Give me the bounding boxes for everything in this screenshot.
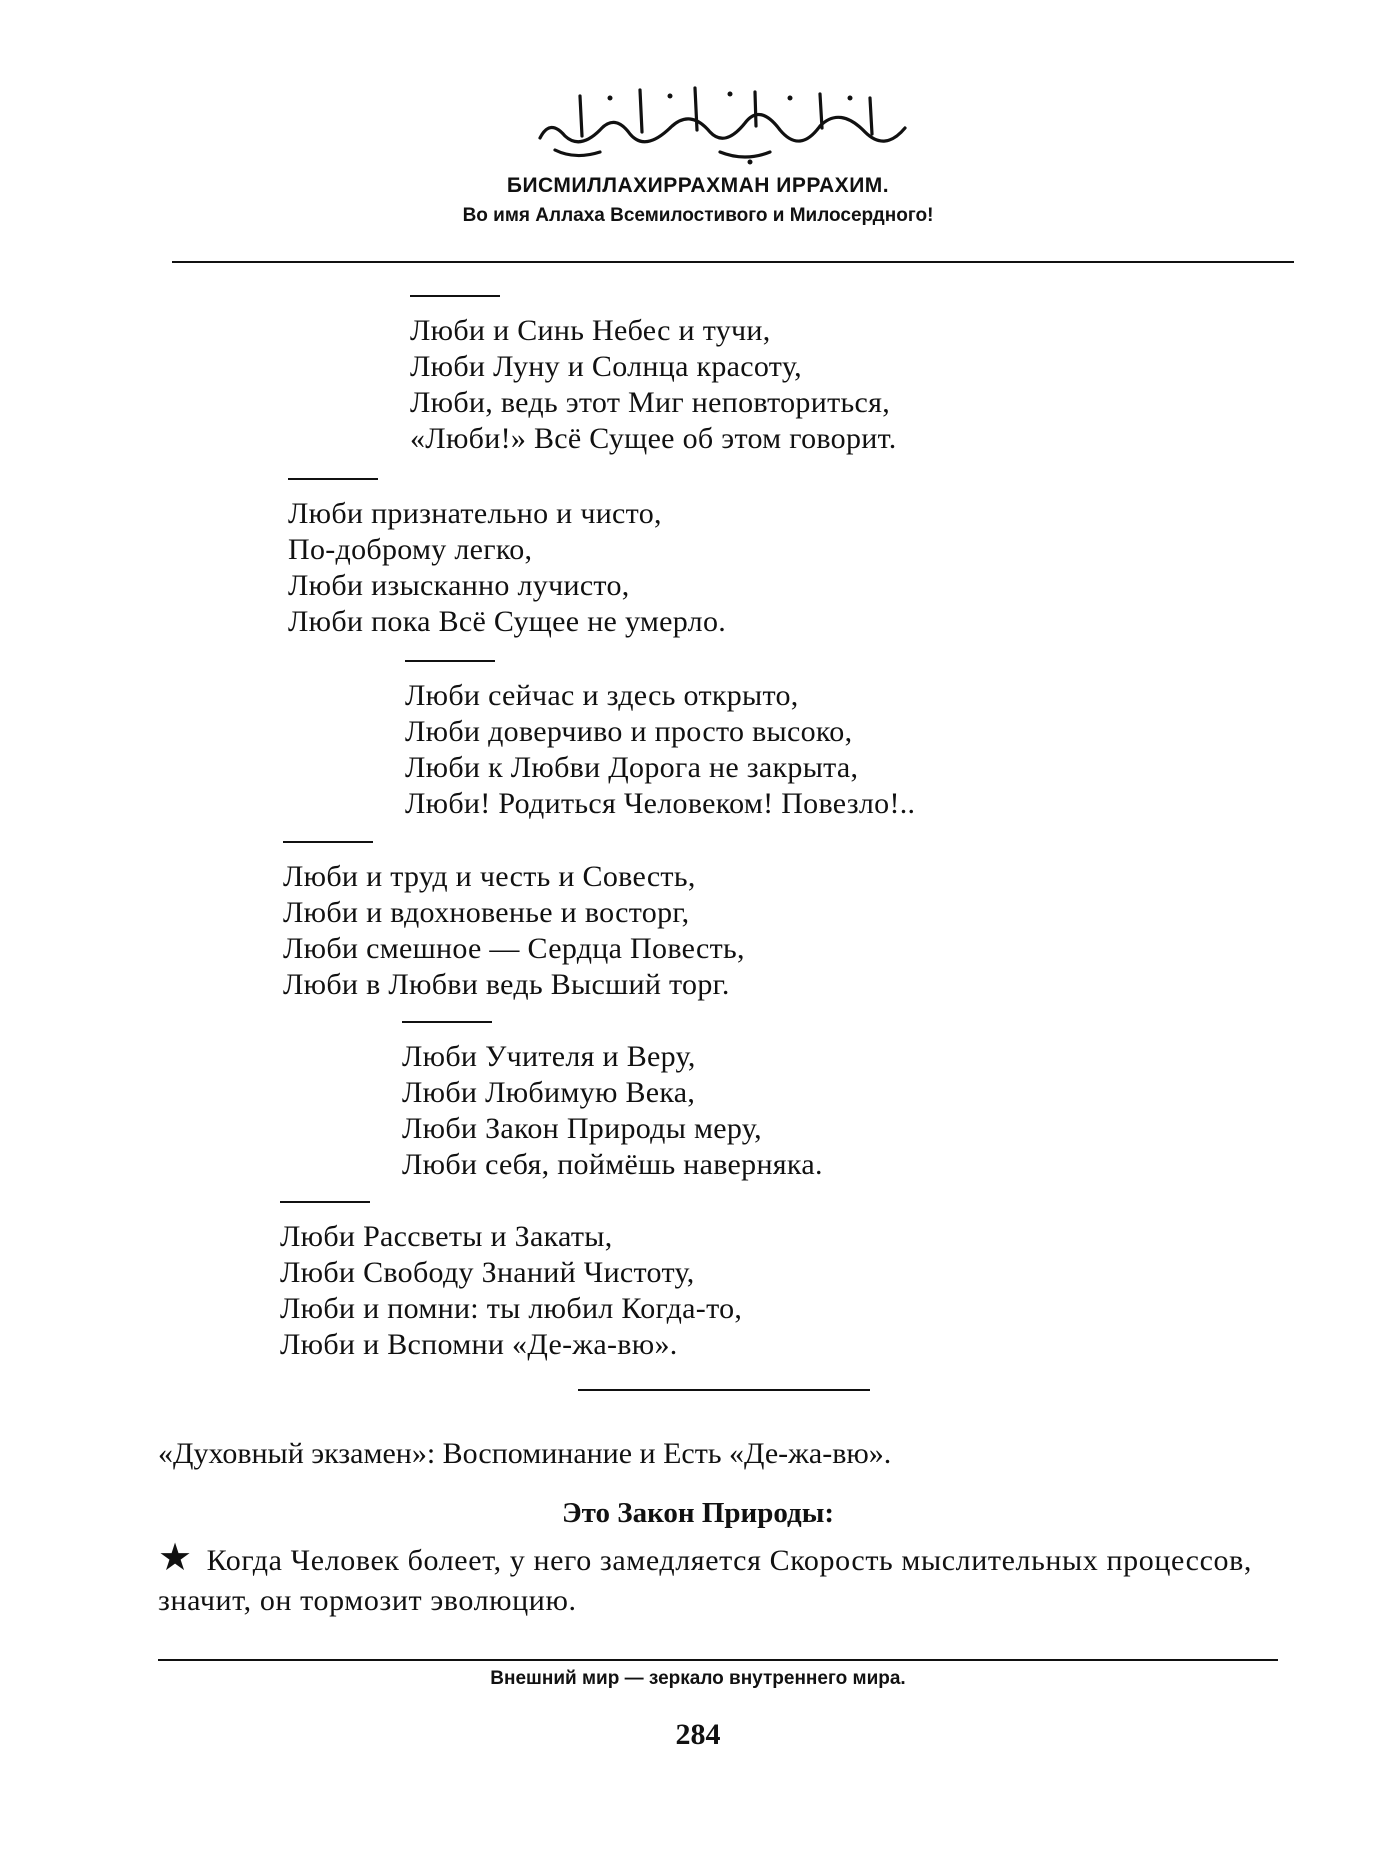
stanza-4: [283, 841, 745, 1003]
stanza-3: [405, 660, 915, 822]
poem-line: Люби изысканно лучисто,: [288, 569, 630, 602]
header-rule: [172, 261, 1294, 263]
stanza-6: [280, 1201, 742, 1363]
poem-line: Люби к Любви Дорога не закрыта,: [405, 751, 859, 784]
stanza-1: [410, 295, 897, 457]
stanza-divider: [288, 478, 378, 480]
page-number: 284: [675, 1718, 721, 1751]
stanza-divider: [283, 841, 373, 843]
poem-line: Люби в Любви ведь Высший торг.: [283, 968, 730, 1001]
poem-end-rule: [578, 1389, 870, 1391]
poem-line: Люби и труд и честь и Совесть,: [283, 860, 696, 893]
poem-line: Люби Свободу Знаний Чистоту,: [280, 1256, 695, 1289]
poem-line: Люби и помни: ты любил Когда-то,: [280, 1292, 743, 1325]
law-heading: Это Закон Природы:: [561, 1497, 835, 1529]
poem-line: Люби сейчас и здесь открыто,: [405, 679, 799, 712]
poem-line: Люби признательно и чисто,: [288, 497, 662, 530]
poem-line: Люби, ведь этот Миг неповториться,: [410, 386, 890, 419]
header-translation: Во имя Аллаха Всемилостивого и Милосердного!: [462, 205, 934, 226]
stanza-5: [402, 1021, 823, 1183]
poem-line: Люби Закон Природы меру,: [402, 1112, 762, 1145]
poem-line: Люби и вдохновенье и восторг,: [283, 896, 690, 929]
poem-line: Люби! Родиться Человеком! Повезло!..: [405, 787, 916, 820]
poem-line: Люби Рассветы и Закаты,: [280, 1220, 613, 1253]
poem-line: Люби Учителя и Веру,: [402, 1040, 696, 1073]
poem-line: Люби и Синь Небес и тучи,: [410, 314, 771, 347]
poem-line: Люби пока Всё Сущее не умерло.: [288, 605, 727, 638]
poem-line: Люби себя, поймёшь наверняка.: [402, 1148, 823, 1181]
star-text: Когда Человек болеет, у него замедляется Скорость мыслительных процессов, значит, он тормозит эволюцию.: [158, 1544, 1252, 1617]
poem-line: По-доброму легко,: [288, 533, 533, 566]
bismillah-calligraphy: [520, 68, 920, 168]
stanza-divider: [280, 1201, 370, 1203]
star-paragraph: [158, 1538, 1278, 1621]
footer-motto: Внешний мир — зеркало внутреннего мира.: [490, 1668, 906, 1689]
header-transliteration: БИСМИЛЛАХИРРАХМАН ИРРАХИМ.: [506, 174, 890, 197]
star-icon: ★: [158, 1537, 193, 1579]
poem-line: Люби смешное — Сердца Повесть,: [283, 932, 745, 965]
poem-line: «Люби!» Всё Сущее об этом говорит.: [410, 422, 897, 455]
poem-line: Люби Любимую Века,: [402, 1076, 696, 1109]
poem-line: Люби и Вспомни «Де-жа-вю».: [280, 1328, 678, 1361]
footer-rule: [158, 1659, 1278, 1661]
stanza-divider: [405, 660, 495, 662]
poem-line: Люби Луну и Солнца красоту,: [410, 350, 802, 383]
exam-line: «Духовный экзамен»: Воспоминание и Есть «Де-жа-вю».: [158, 1437, 892, 1470]
poem-line: Люби доверчиво и просто высоко,: [405, 715, 853, 748]
stanza-divider: [410, 295, 500, 297]
stanza-divider: [402, 1021, 492, 1023]
stanza-2: [288, 478, 726, 640]
